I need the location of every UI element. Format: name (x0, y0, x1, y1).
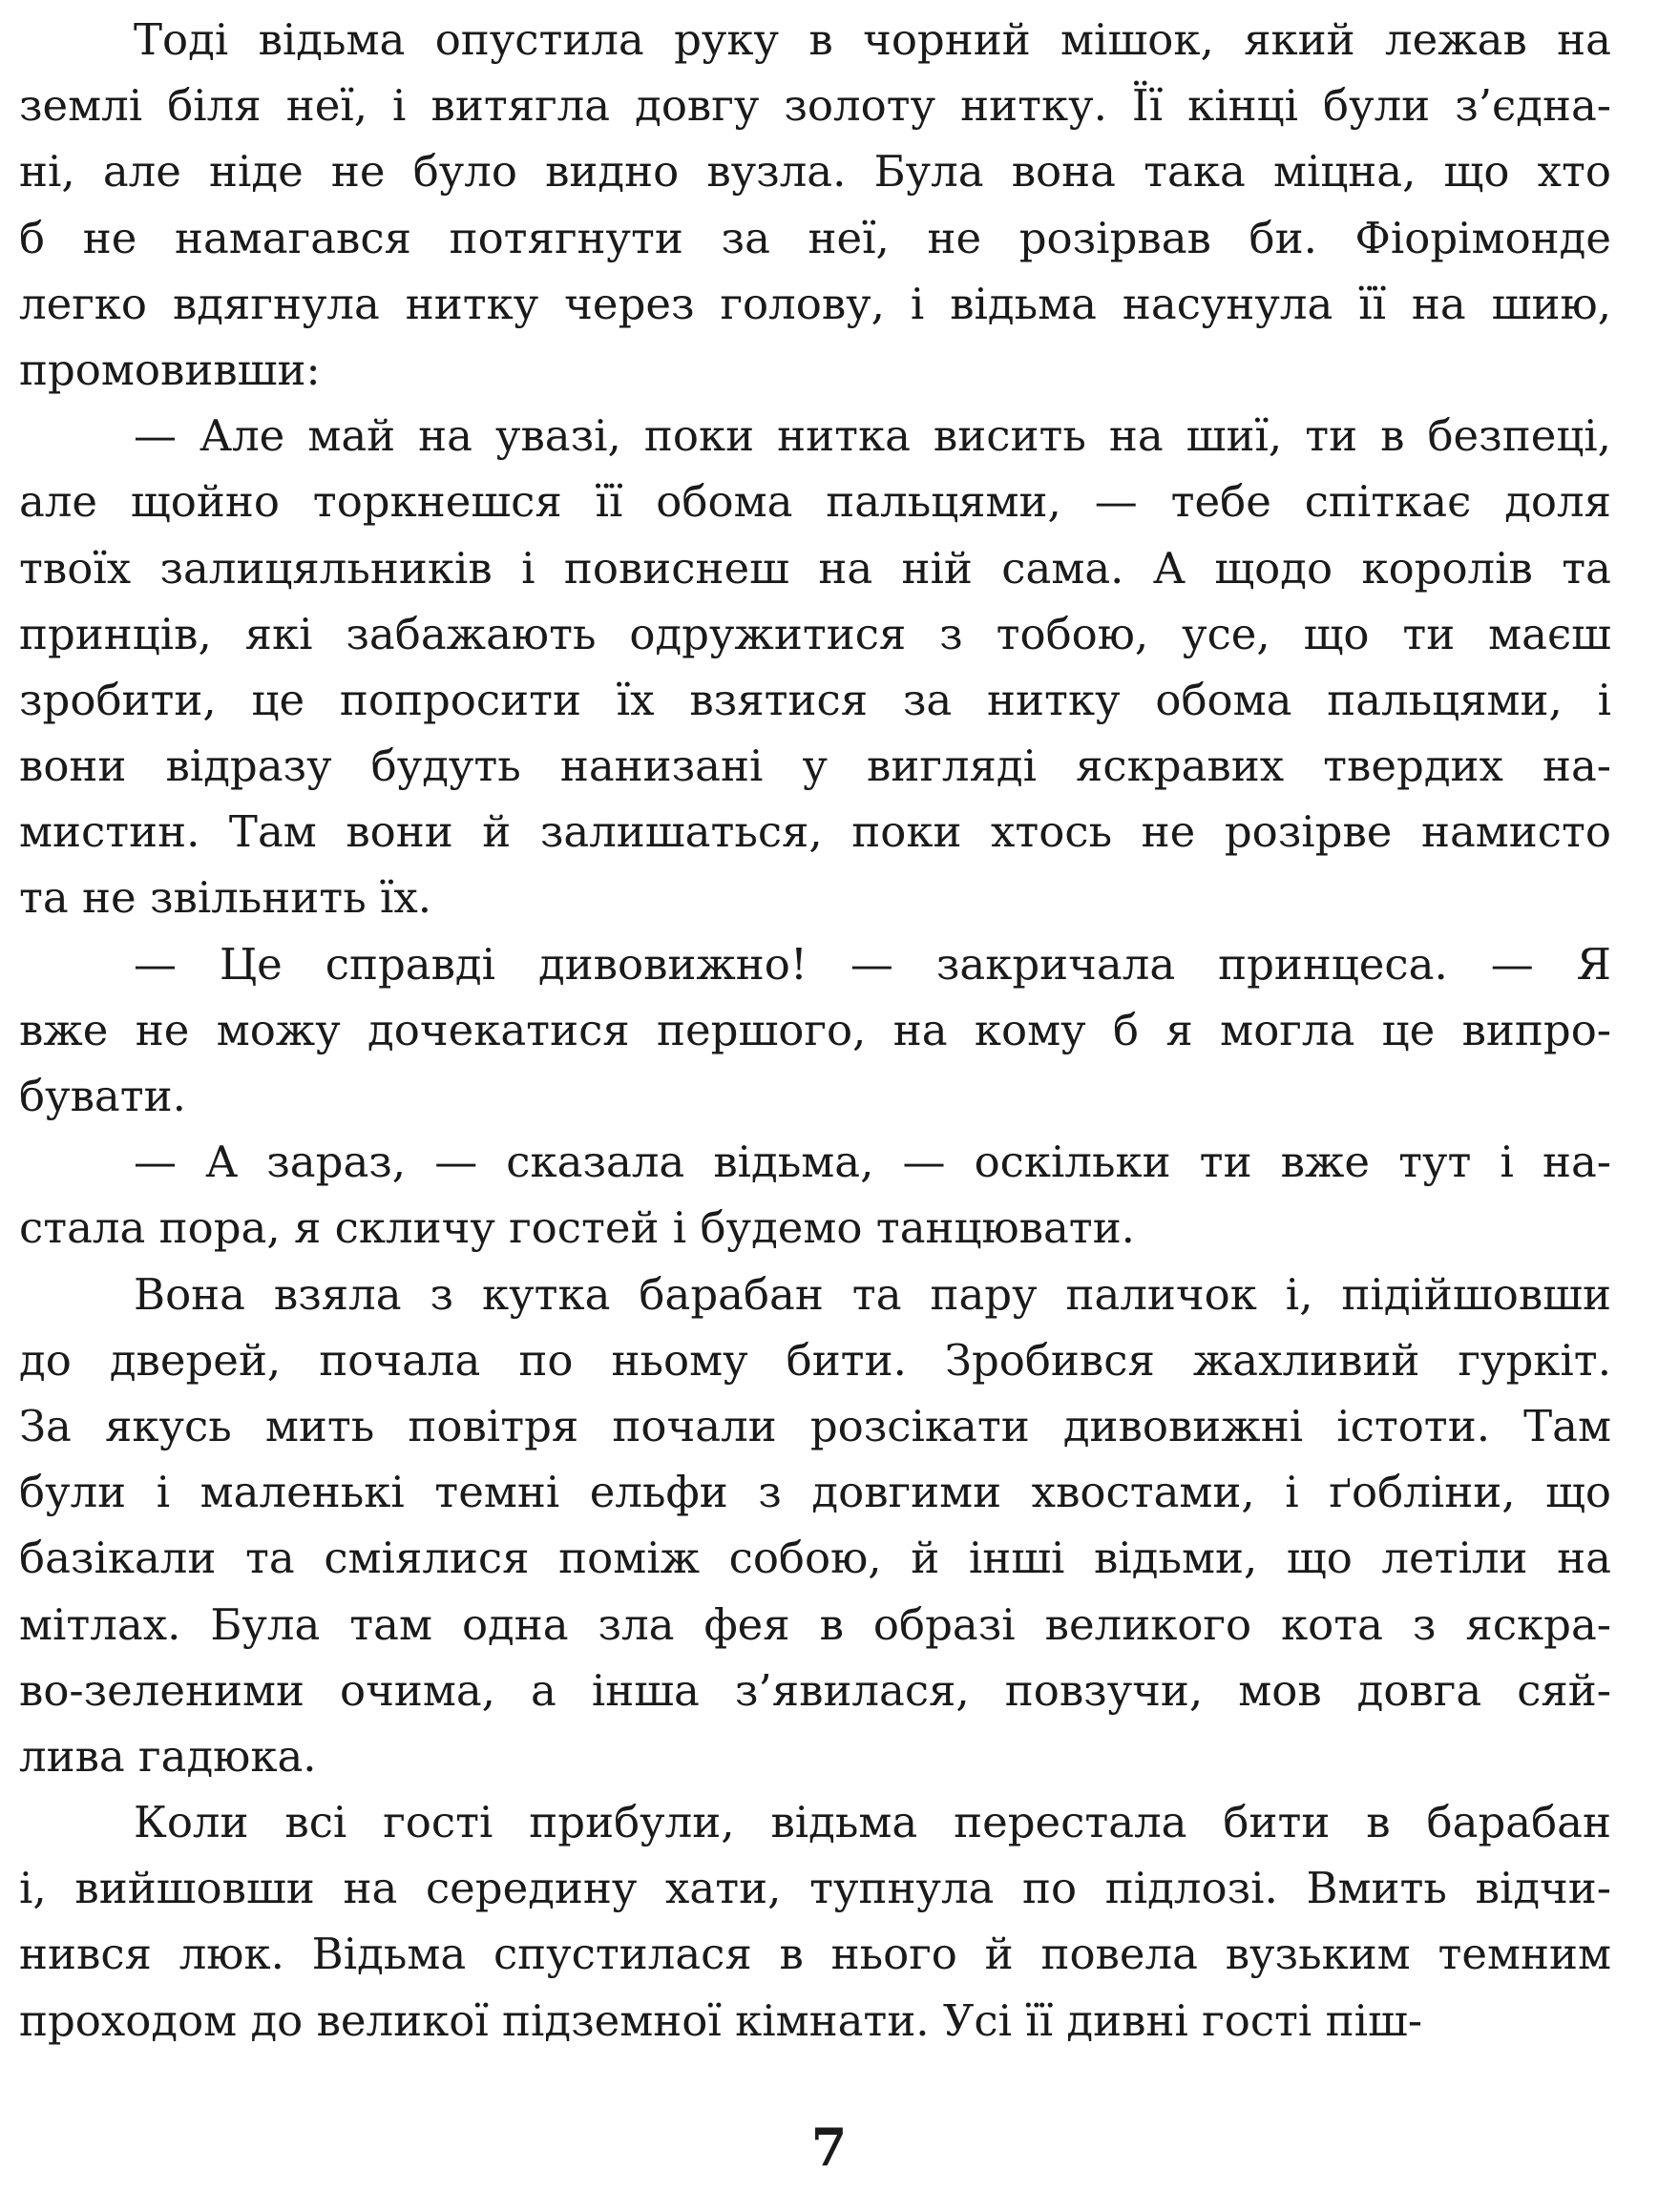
paragraph (19, 7, 1611, 403)
text-line: базікали та сміялися поміж собою, й інші відьми, що летіли на (19, 1533, 1611, 1584)
text-line: та не звільнить їх. (19, 872, 432, 924)
text-line: мистин. Там вони й залишаться, поки хтось не розірве намисто (19, 806, 1611, 858)
text-line: проходом до великої підземної кімнати. Усі її дивні гості піш- (19, 1994, 1423, 2046)
page-number: 7 (810, 2117, 848, 2178)
text-line: мітлах. Була там одна зла фея в образі великого кота з яскра- (19, 1598, 1611, 1650)
text-line: нився люк. Відьма спустилася в нього й повела вузьким темним (19, 1929, 1611, 1980)
text-line: ні, але ніде не було видно вузла. Була вона така міцна, що хто (19, 146, 1611, 198)
paragraph (19, 931, 1611, 1130)
text-line: За якусь мить повітря почали розсікати дивовижні істоти. Там (19, 1400, 1611, 1451)
paragraph (19, 1129, 1611, 1261)
paragraph (19, 403, 1611, 931)
text-line: принців, які забажають одружитися з тобою, усе, що ти маєш (19, 608, 1611, 659)
text-line: Тоді відьма опустила руку в чорний мішок, який лежав на (134, 14, 1611, 65)
text-line: промовивши: (19, 344, 321, 395)
text-line: були і маленькі темні ельфи з довгими хвостами, і ґобліни, що (19, 1467, 1611, 1518)
text-line: — Це справді дивовижно! — закричала принцеса. — Я (134, 938, 1611, 990)
text-line: лива гадюка. (19, 1730, 317, 1782)
paragraph (19, 1789, 1611, 2054)
text-line: во-зеленими очима, а інша з’явилася, повзучи, мов довга сяй- (19, 1664, 1611, 1716)
text-line: — А зараз, — сказала відьма, — оскільки ти вже тут і на- (134, 1137, 1611, 1188)
text-line: але щойно торкнешся її обома пальцями, — тебе спіткає доля (19, 476, 1611, 528)
text-line: Коли всі гості прибули, відьма перестала бити в барабан (134, 1797, 1611, 1848)
page-body (19, 7, 1611, 2054)
text-line: до дверей, почала по ньому бити. Зробився жахливий гуркіт. (19, 1334, 1611, 1386)
text-line: стала пора, я скличу гостей і будемо танцювати. (19, 1202, 1135, 1254)
text-line: б не намагався потягнути за неї, не розірвав би. Фіорімонде (19, 212, 1611, 263)
text-line: Вона взяла з кутка барабан та пару паличок і, підійшовши (134, 1268, 1611, 1320)
text-line: вже не можу дочекатися першого, на кому б я могла це випро- (19, 1004, 1611, 1055)
text-line: зробити, це попросити їх взятися за нитку обома пальцями, і (19, 674, 1611, 725)
text-line: твоїх залицяльників і повиснеш на ній сама. А щодо королів та (19, 542, 1611, 594)
paragraph (19, 1262, 1611, 1790)
text-line: вони відразу будуть нанизані у вигляді яскравих твердих на- (19, 741, 1611, 792)
text-line: землі біля неї, і витягла довгу золоту нитку. Її кінці були з’єдна- (19, 80, 1611, 132)
text-line: легко вдягнула нитку через голову, і відьма насунула її на шию, (19, 278, 1611, 329)
text-line: і, вийшовши на середину хати, тупнула по підлозі. Вмить відчи- (19, 1863, 1611, 1914)
text-line: — Але май на увазі, поки нитка висить на шиї, ти в безпеці, (134, 410, 1611, 462)
text-line: бувати. (19, 1071, 186, 1121)
